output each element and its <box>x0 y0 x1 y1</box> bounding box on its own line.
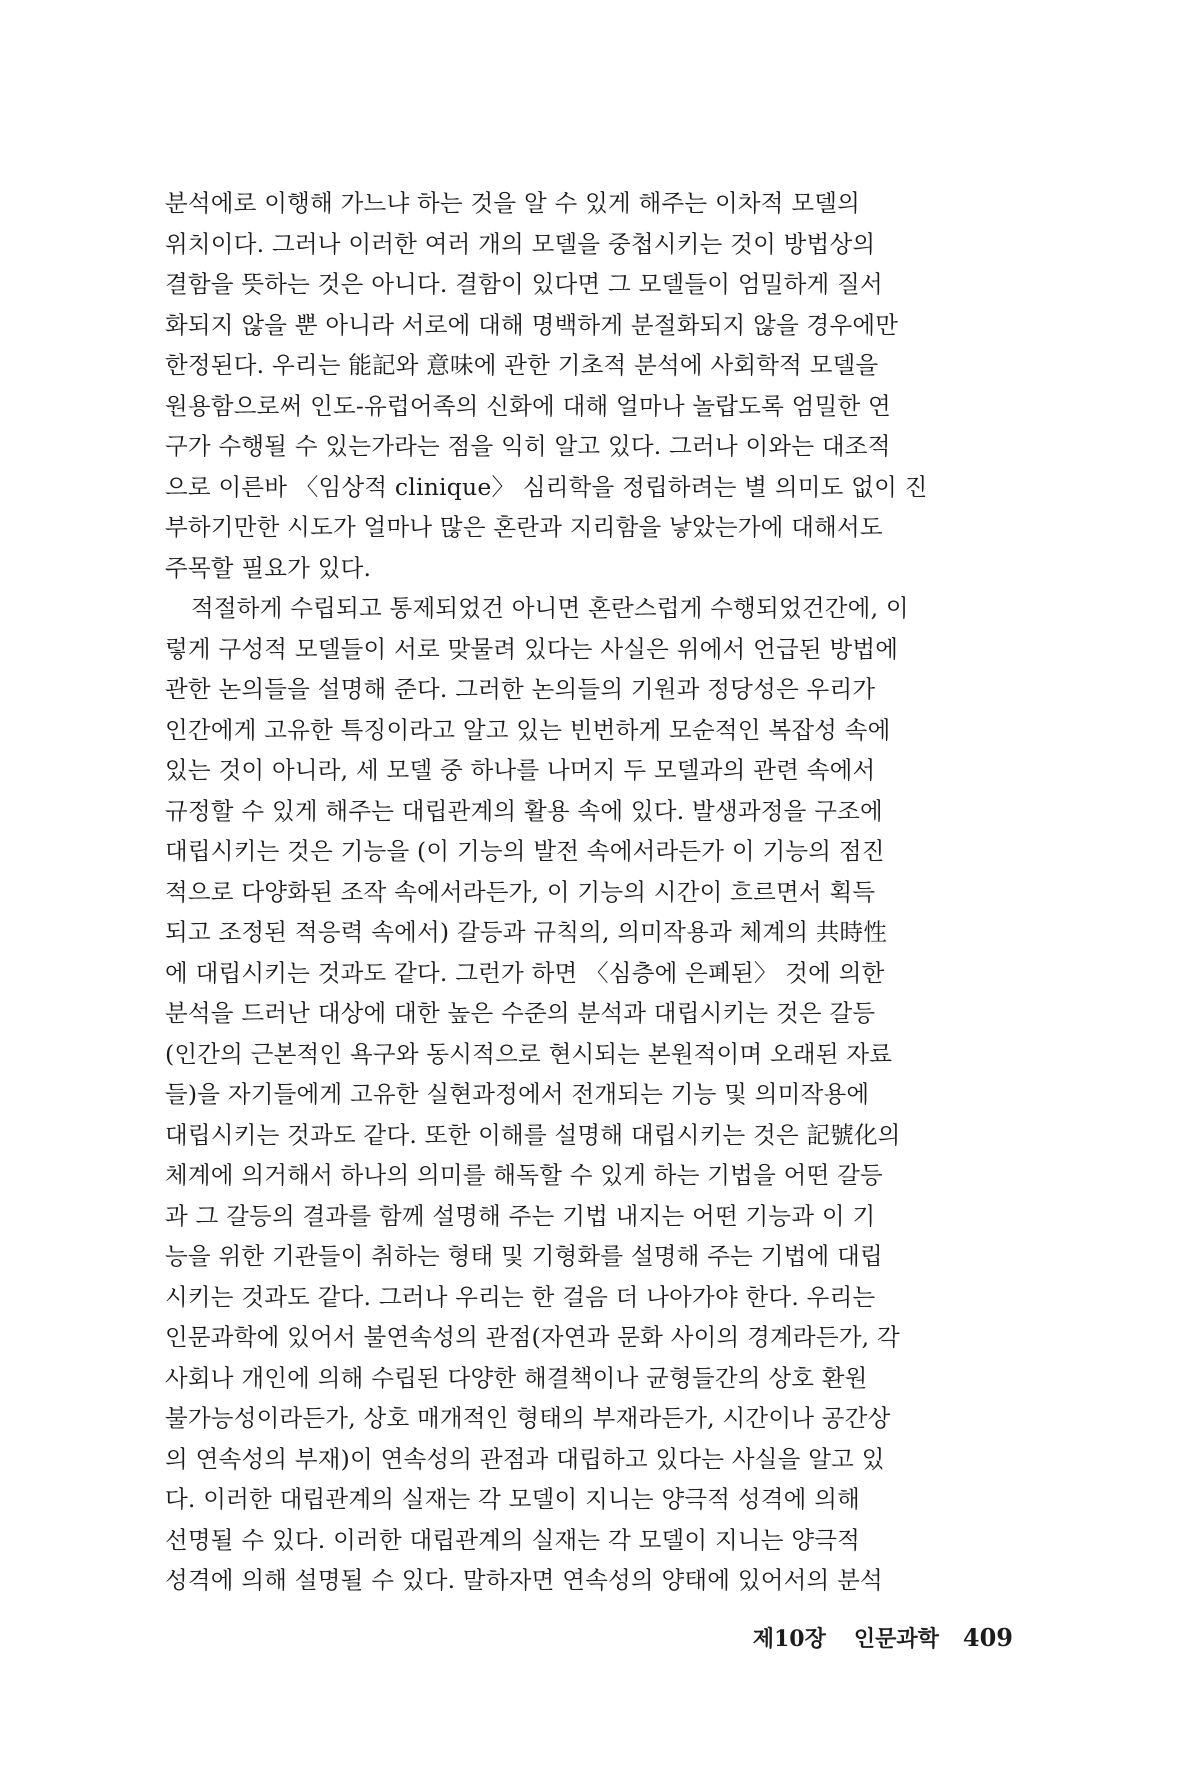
text-line: 분석에로 이행해 가느냐 하는 것을 알 수 있게 해주는 이차적 모델의 <box>165 189 861 217</box>
body-text <box>165 183 1017 1601</box>
text-line: 분석을 드러난 대상에 대한 높은 수준의 분석과 대립시키는 것은 갈등 <box>165 999 876 1027</box>
text-line: 선명될 수 있다. 이러한 대립관계의 실재는 각 모델이 지니는 양극적 <box>165 1525 861 1554</box>
text-line: 위치이다. 그러나 이러한 여러 개의 모델을 중첩시키는 것이 방법상의 <box>165 229 876 258</box>
text-line: 렇게 구성적 모델들이 서로 맞물려 있다는 사실은 위에서 언급된 방법에 <box>165 634 899 663</box>
text-line: 구가 수행될 수 있는가라는 점을 익히 알고 있다. 그러나 이와는 대조적 <box>165 432 891 460</box>
text-line: 한정된다. 우리는 能記와 意味에 관한 기초적 분석에 사회학적 모델을 <box>165 351 879 379</box>
text-line: 체계에 의거해서 하나의 의미를 해독할 수 있게 하는 기법을 어떤 갈등 <box>165 1161 883 1189</box>
text-line: 주목할 필요가 있다. <box>165 553 372 582</box>
text-line: 있는 것이 아니라, 세 모델 중 하나를 나머지 두 모델과의 관련 속에서 <box>165 756 876 784</box>
text-line: 들)을 자기들에게 고유한 실현과정에서 전개되는 기능 및 의미작용에 <box>165 1080 870 1108</box>
text-line: 규정할 수 있게 해주는 대립관계의 활용 속에 있다. 발생과정을 구조에 <box>165 796 883 825</box>
text-line: 능을 위한 기관들이 취하는 형태 및 기형화를 설명해 주는 기법에 대립 <box>165 1242 883 1270</box>
text-line: 과 그 갈등의 결과를 함께 설명해 주는 기법 내지는 어떤 기능과 이 기 <box>165 1201 876 1230</box>
text-line: 의 연속성의 부재)이 연속성의 관점과 대립하고 있다는 사실을 알고 있 <box>165 1444 885 1473</box>
text-line: 다. 이러한 대립관계의 실재는 각 모델이 지니는 양극적 성격에 의해 <box>165 1485 861 1513</box>
footer-section: 인문과학 <box>853 1626 939 1652</box>
text-line: 대립시키는 것과도 같다. 또한 이해를 설명해 대립시키는 것은 記號化의 <box>165 1120 901 1149</box>
text-line: 불가능성이라든가, 상호 매개적인 형태의 부재라든가, 시간이나 공간상 <box>165 1404 891 1432</box>
text-line: 적절하게 수립되고 통제되었건 아니면 혼란스럽게 수행되었건간에, 이 <box>191 594 909 622</box>
text-line: 관한 논의들을 설명해 준다. 그러한 논의들의 기원과 정당성은 우리가 <box>165 675 876 703</box>
running-footer <box>753 1622 1013 1653</box>
text-line: 인문과학에 있어서 불연속성의 관점(자연과 문화 사이의 경계라든가, 각 <box>165 1323 900 1351</box>
text-line: 적으로 다양화된 조작 속에서라든가, 이 기능의 시간이 흐르면서 획득 <box>165 877 876 906</box>
text-line: (인간의 근본적인 욕구와 동시적으로 현시되는 본원적이며 오래된 자료 <box>165 1039 893 1068</box>
footer-chapter: 제10장 <box>752 1626 826 1652</box>
text-line: 원용함으로써 인도-유럽어족의 신화에 대해 얼마나 놀랍도록 엄밀한 연 <box>165 391 891 420</box>
text-line: 부하기만한 시도가 얼마나 많은 혼란과 지리함을 낳았는가에 대해서도 <box>165 513 883 541</box>
page-number: 409 <box>962 1623 1013 1652</box>
text-line: 대립시키는 것은 기능을 (이 기능의 발전 속에서라든가 이 기능의 점진 <box>165 837 885 865</box>
text-line: 시키는 것과도 같다. 그러나 우리는 한 걸음 더 나아가야 한다. 우리는 <box>165 1282 876 1311</box>
text-line: 으로 이른바 〈임상적 clinique〉 심리학을 정립하려는 별 의미도 없이 진 <box>165 472 928 501</box>
text-line: 에 대립시키는 것과도 같다. 그런가 하면 〈심층에 은폐된〉 것에 의한 <box>165 958 885 987</box>
text-line: 결함을 뜻하는 것은 아니다. 결함이 있다면 그 모델들이 엄밀하게 질서 <box>165 270 883 298</box>
text-line: 인간에게 고유한 특징이라고 알고 있는 빈번하게 모순적인 복잡성 속에 <box>165 715 891 744</box>
text-line: 되고 조정된 적응력 속에서) 갈등과 규칙의, 의미작용과 체계의 共時性 <box>165 918 888 946</box>
text-line: 사회나 개인에 의해 수립된 다양한 해결책이나 균형들간의 상호 환원 <box>165 1363 868 1392</box>
text-line: 성격에 의해 설명될 수 있다. 말하자면 연속성의 양태에 있어서의 분석 <box>165 1566 883 1594</box>
text-line: 화되지 않을 뿐 아니라 서로에 대해 명백하게 분절화되지 않을 경우에만 <box>165 310 899 339</box>
